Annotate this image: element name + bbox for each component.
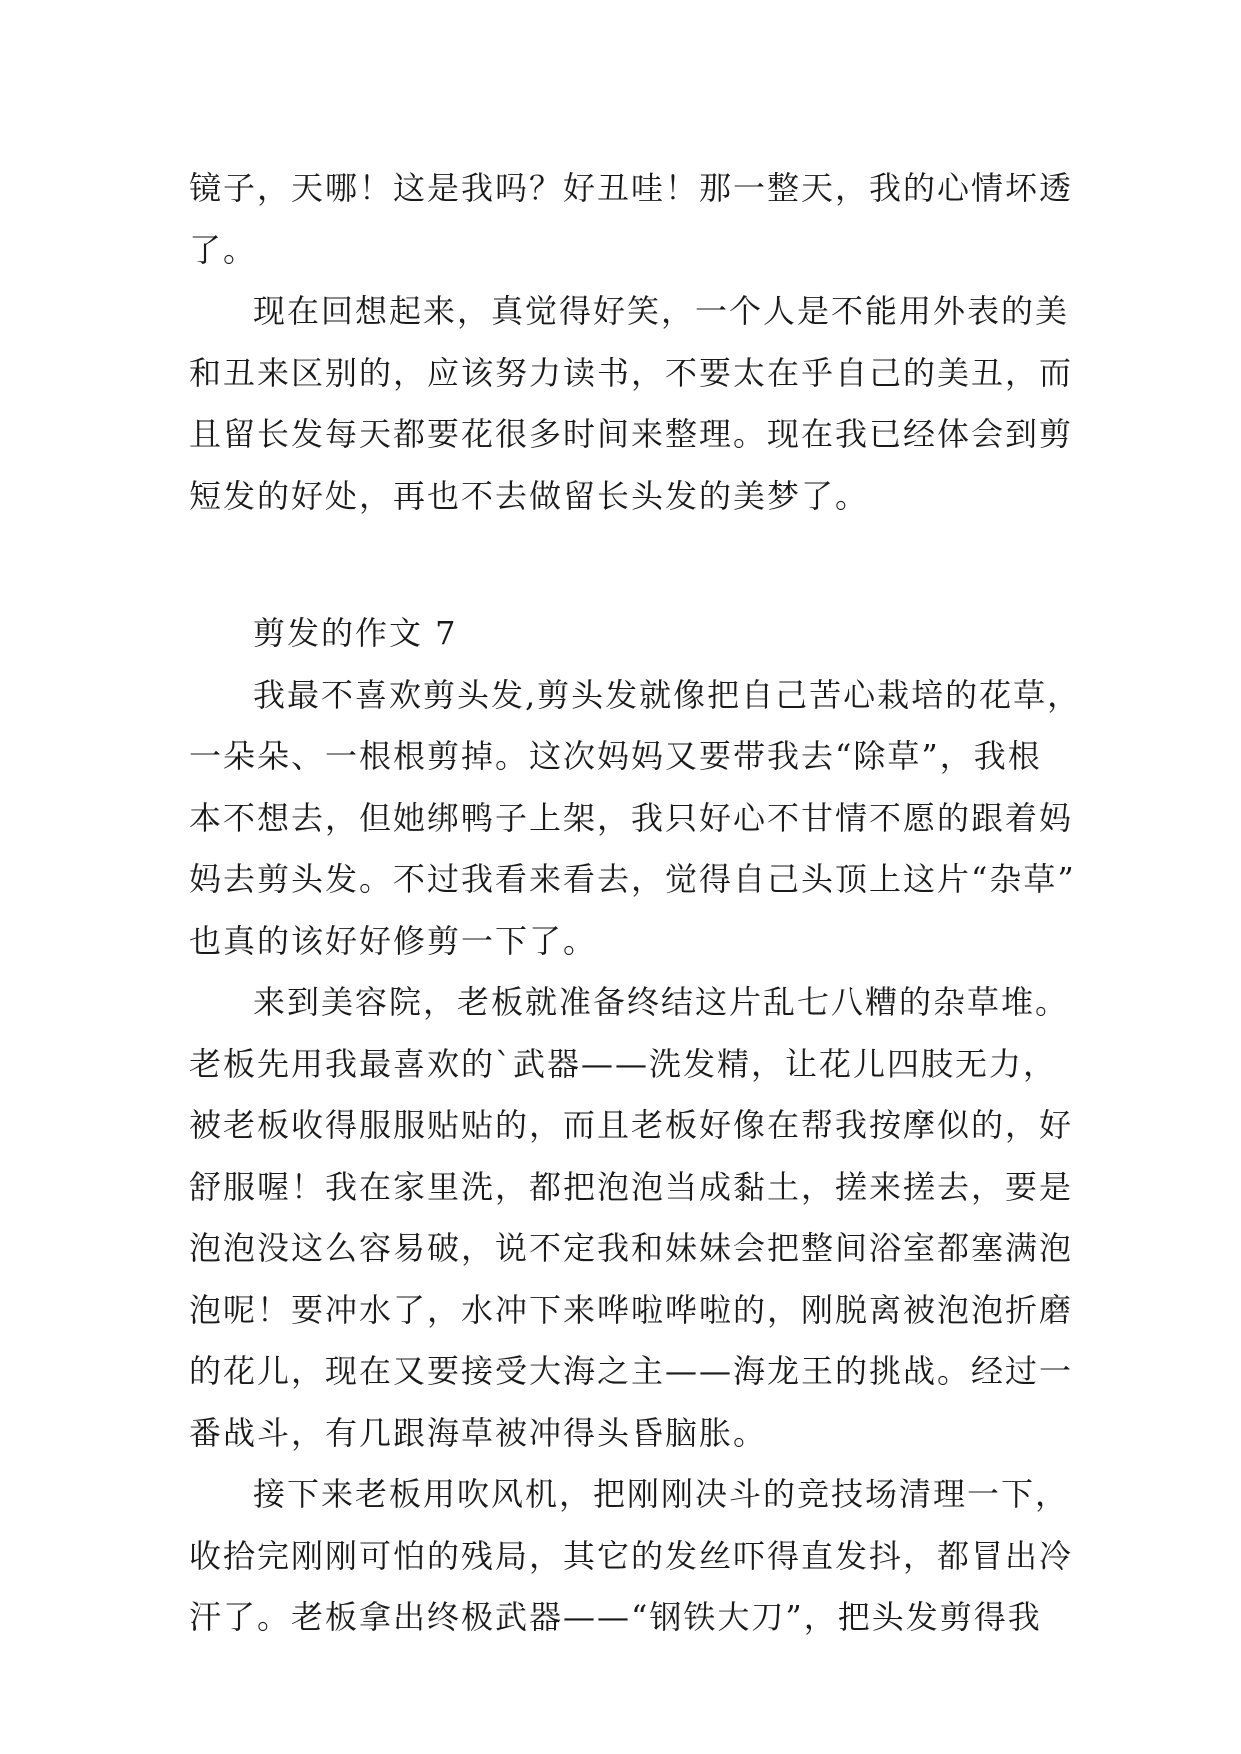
text-line: 舒服喔！我在家里洗，都把泡泡当成黏土，搓来搓去，要是 [189,1167,1074,1206]
text-line: 本不想去，但她绑鸭子上架，我只好心不甘情不愿的跟着妈 [189,798,1074,837]
section-title: 剪发的作文 7 [253,614,458,652]
text-line: 了。 [189,230,258,269]
text-line: 妈去剪头发。不过我看来看去，觉得自己头顶上这片“杂草” [189,860,1076,898]
paragraph-reflection [189,281,1074,527]
text-line: 收拾完刚刚可怕的残局，其它的发丝吓得直发抖，都冒出冷 [189,1536,1074,1575]
text-line: 短发的好处，再也不去做留长头发的美梦了。 [189,476,870,515]
text-line: 番战斗，有几跟海草被冲得头昏脑胀。 [189,1413,768,1452]
text-line: 且留长发每天都要花很多时间来整理。现在我已经体会到剪 [189,415,1074,453]
section-spacer [189,527,1054,603]
paragraph-prev-end [189,158,1074,281]
text-line: 一朵朵、一根根剪掉。这次妈妈又要带我去“除草”，我根 [189,737,1042,775]
document-body [189,158,1082,1649]
text-line: 老板先用我最喜欢的`武器——洗发精，让花儿四肢无力， [189,1044,1058,1083]
text-line: 镜子，天哪！这是我吗？好丑哇！那一整天，我的心情坏透 [189,169,1074,207]
text-line: 泡呢！要冲水了，水冲下来哗啦哗啦的，刚脱离被泡泡折磨 [189,1290,1074,1329]
paragraph-3 [189,1464,1074,1649]
text-line: 的花儿，现在又要接受大海之主——海龙王的挑战。经过一 [189,1352,1074,1390]
text-line: 我最不喜欢剪头发,剪头发就像把自己苦心栽培的花草， [253,675,1082,714]
paragraph-1 [189,665,1082,973]
text-line: 和丑来区别的，应该努力读书，不要太在乎自己的美丑，而 [189,353,1074,392]
text-line: 来到美容院，老板就准备终结这片乱七八糟的杂草堆。 [253,983,1070,1021]
text-line: 汗了。老板拿出终极武器——“钢铁大刀”，把头发剪得我 [189,1598,1042,1636]
text-line: 接下来老板用吹风机，把刚刚决斗的竞技场清理一下， [253,1475,1070,1513]
text-line: 现在回想起来，真觉得好笑，一个人是不能用外表的美 [253,292,1070,330]
text-line: 泡泡没这么容易破，说不定我和妹妹会把整间浴室都塞满泡 [189,1229,1074,1267]
text-line: 被老板收得服服贴贴的，而且老板好像在帮我按摩似的，好 [189,1106,1074,1144]
text-line: 也真的该好好修剪一下了。 [189,921,598,960]
paragraph-2 [189,972,1074,1464]
